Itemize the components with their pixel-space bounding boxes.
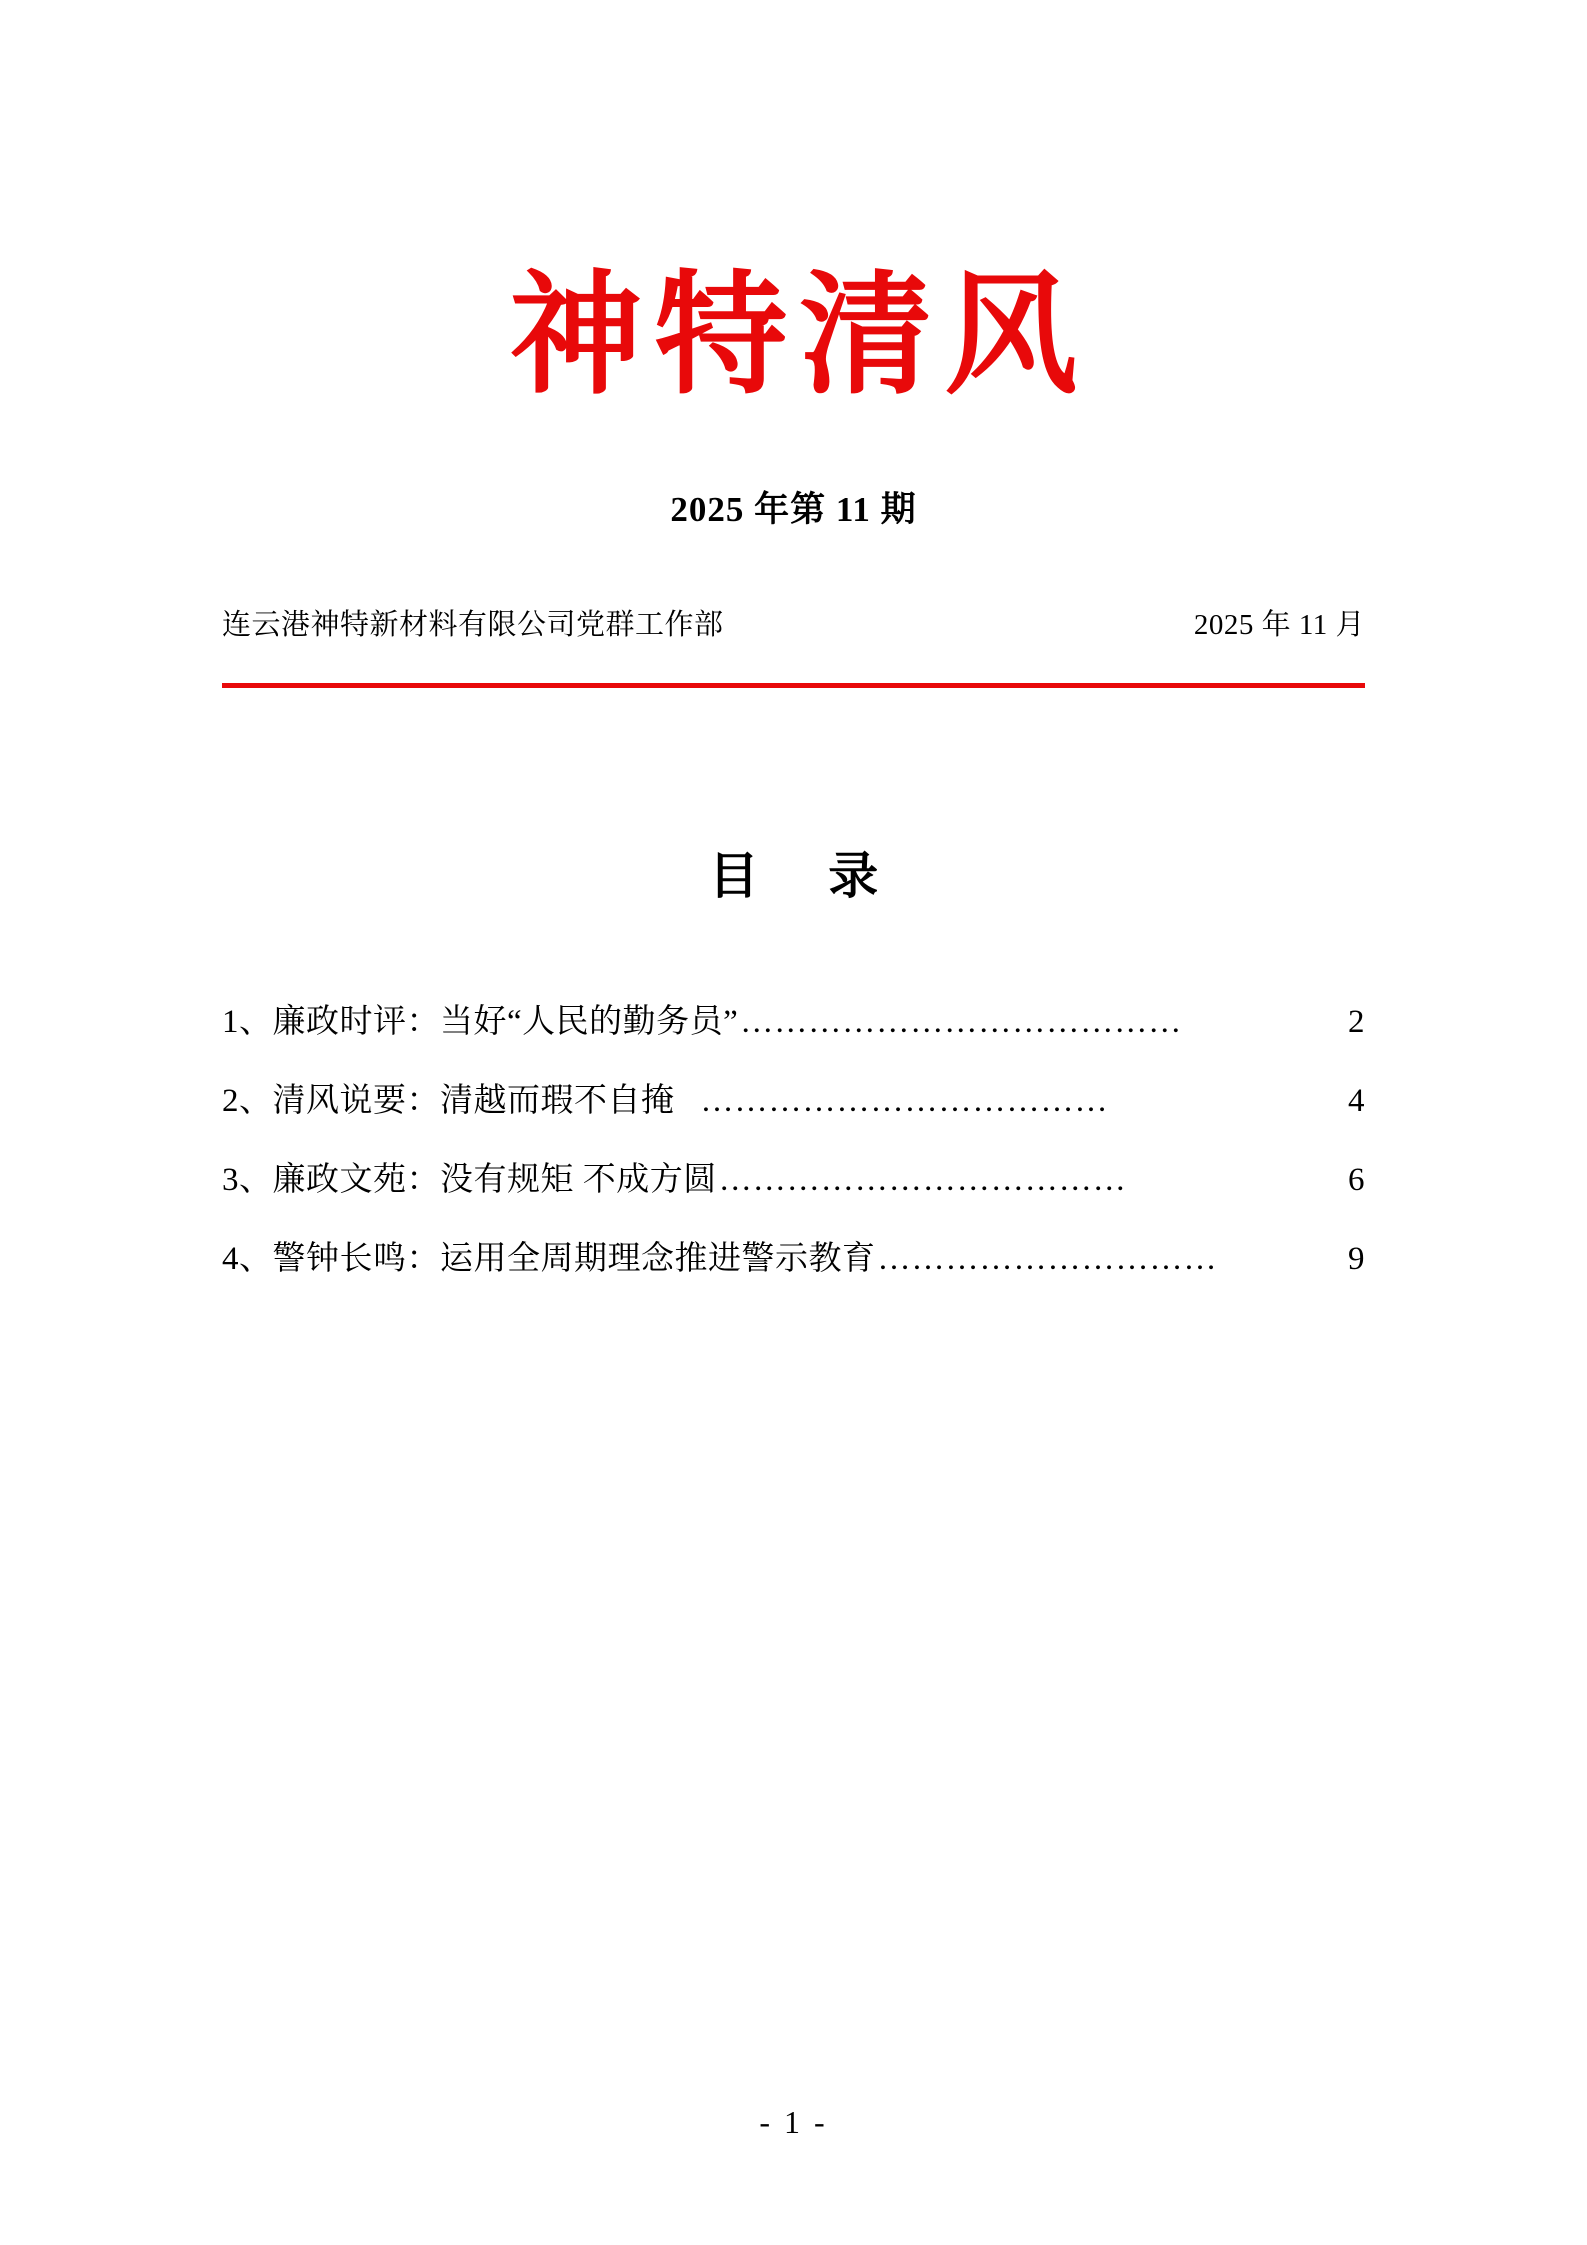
issue-line: 2025 年第 11 期	[670, 490, 917, 530]
toc-page-number: 4	[1348, 1083, 1365, 1120]
page-number: - 1 -	[759, 2104, 828, 2140]
toc-entry-4[interactable]	[222, 1243, 1365, 1276]
toc-entry-title: 3、廉政文苑：没有规矩 不成方圆	[222, 1162, 717, 1199]
publisher-name: 连云港神特新材料有限公司党群工作部	[222, 609, 724, 642]
catalog-heading: 目 录	[708, 846, 905, 906]
toc-leader-dots: …………………………………	[740, 1006, 1183, 1040]
toc-entry-3[interactable]	[222, 1164, 1365, 1197]
toc-leader-dots: …………………………	[877, 1243, 1218, 1277]
toc-entry-1[interactable]	[222, 1006, 1365, 1039]
toc-page-number: 9	[1348, 1241, 1365, 1278]
imprint-row	[222, 532, 1365, 643]
toc-page-number: 2	[1348, 1004, 1365, 1041]
toc-entry-title: 1、廉政时评：当好“人民的勤务员”	[222, 1004, 739, 1041]
toc-leader-dots: ………………………………	[718, 1164, 1127, 1198]
toc-entry-title: 2、清风说要：清越而瑕不自掩	[222, 1083, 675, 1120]
toc-page-number: 6	[1348, 1162, 1365, 1199]
toc-entry-2[interactable]	[222, 1085, 1365, 1118]
publication-date: 2025 年 11 月	[1193, 609, 1365, 642]
masthead-title: 神特清风	[509, 257, 1090, 413]
toc-entry-title: 4、警钟长鸣：运用全周期理念推进警示教育	[222, 1241, 876, 1278]
toc-leader-dots: ………………………………	[700, 1085, 1109, 1119]
table-of-contents	[222, 908, 1365, 1276]
